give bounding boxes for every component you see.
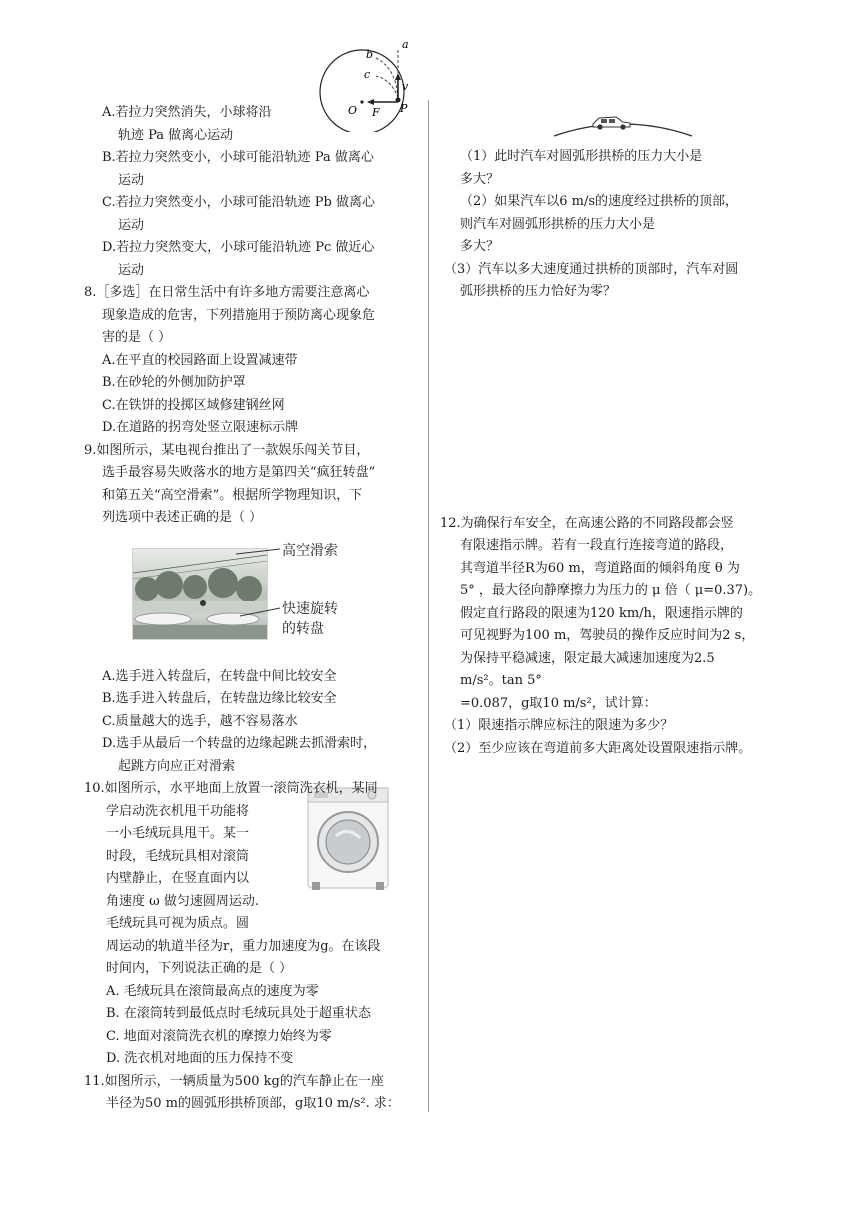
- question-text-line: D. 洗衣机对地面的压力保持不变: [106, 1051, 294, 1066]
- question-text-line: 可见视野为100 m，驾驶员的操作反应时间为2 s，: [460, 628, 755, 643]
- question-text-line: 起跳方向应正对滑索: [118, 758, 236, 774]
- question-text-line: （2）如果汽车以6 m/s的速度经过拱桥的顶部，: [460, 194, 739, 209]
- left-text-block-b: [84, 666, 424, 1116]
- question-text-line: 现象造成的危害，下列措施用于预防离心现象危: [102, 307, 376, 323]
- question-text-line: m/s²。tan 5°: [460, 673, 542, 688]
- question-text-line: A.在平直的校园路面上设置减速带: [102, 352, 298, 368]
- question-text-line: D.若拉力突然变大，小球可能沿轨迹 Pc 做近心: [102, 240, 375, 255]
- label-turntable-2: 的转盘: [282, 621, 324, 637]
- question-text-line: 和第五关“高空滑索”。根据所学物理知识，下: [102, 487, 363, 503]
- question-text-line: 假定直行路段的限速为120 km/h，限速指示牌的: [460, 605, 743, 621]
- figure-spacer: [84, 530, 424, 666]
- question-text-line: B.若拉力突然变小，小球可能沿轨迹 Pa 做离心: [102, 150, 374, 165]
- question-text-line: 毛绒玩具可视为质点。圆: [106, 916, 250, 931]
- question-text-line: 多大？: [460, 171, 500, 187]
- question-text-line: 运动: [118, 172, 145, 188]
- question-text-line: 11.如图所示，一辆质量为500 kg的汽车静止在一座: [84, 1073, 384, 1089]
- question-text-line: 弧形拱桥的压力恰好为零？: [460, 284, 617, 299]
- question-text-line: 角速度 ω 做匀速圆周运动.: [106, 893, 259, 909]
- question-text-line: （2）至少应该在弯道前多大距离处设置限速指示牌。: [444, 740, 752, 756]
- left-text-block-a: [84, 102, 424, 530]
- question-text-line: 运动: [118, 262, 145, 278]
- question-text-line: 内壁静止，在竖直面内以: [106, 871, 250, 886]
- question-text-line: 选手最容易失败落水的地方是第四关“疯狂转盘”: [102, 465, 376, 480]
- question-text-line: B.选手进入转盘后，在转盘边缘比较安全: [102, 691, 337, 706]
- column-divider: [428, 100, 429, 1112]
- question-text-line: 周运动的轨道半径为r，重力加速度为g。在该段: [106, 938, 381, 954]
- question-text-line: =0.087，g取10 m/s²，试计算：: [460, 695, 657, 711]
- question-text-line: 一小毛绒玩具甩干。某一: [106, 826, 250, 841]
- question-text-line: A.选手进入转盘后，在转盘中间比较安全: [102, 668, 337, 684]
- question-text-line: 为保持平稳减速，限定最大减速加速度为2.5: [460, 650, 715, 666]
- trajectory-b: [376, 58, 398, 98]
- question-text-line: 半径为50 m的圆弧形拱桥顶部，g取10 m/s². 求：: [106, 1096, 400, 1111]
- right-text-block-b: [440, 513, 800, 761]
- question-text-line: 害的是（ ）: [102, 330, 172, 345]
- right-text-block-a: [440, 146, 800, 304]
- label-high-slide: 高空滑索: [282, 543, 338, 559]
- question-text-line: B.在砂轮的外侧加防护罩: [102, 375, 246, 390]
- right-spacer: [440, 304, 800, 513]
- label-p: P: [400, 102, 408, 115]
- question-text-line: C.若拉力突然变小，小球可能沿轨迹 Pb 做离心: [102, 195, 375, 210]
- question-text-line: 9.如图所示，某电视台推出了一款娱乐闯关节目，: [84, 442, 370, 458]
- question-text-line: （1）此时汽车对圆弧形拱桥的压力大小是: [460, 149, 703, 164]
- question-text-line: 时间内，下列说法正确的是（ ）: [106, 961, 293, 976]
- car-bridge-figure: [548, 104, 698, 138]
- question-text-line: B. 在滚筒转到最低点时毛绒玩具处于超重状态: [106, 1006, 371, 1021]
- trajectory-c: [376, 76, 398, 98]
- question-text-line: 12.为确保行车安全，在高速公路的不同路段都会竖: [440, 515, 734, 531]
- question-text-line: D.选手从最后一个转盘的边缘起跳去抓滑索时，: [102, 736, 377, 751]
- question-text-line: 列选项中表述正确的是（ ）: [102, 510, 263, 525]
- label-f: F: [372, 106, 380, 119]
- label-turntable-1: 快速旋转: [282, 601, 338, 617]
- label-c: c: [364, 68, 371, 81]
- car-icon: [593, 117, 630, 130]
- question-text-line: 10.如图所示，水平地面上放置一滚筒洗衣机，某同: [84, 781, 378, 796]
- question-text-line: C.质量越大的选手，越不容易落水: [102, 713, 298, 729]
- label-v: v: [402, 80, 409, 93]
- question-text-line: 轨迹 Pa 做离心运动: [118, 127, 234, 143]
- left-column: [84, 102, 424, 1116]
- question-text-line: A.若拉力突然消失，小球将沿: [102, 105, 272, 120]
- question-text-line: 其弯道半径R为60 m，弯道路面的倾斜角度 θ 为: [460, 560, 740, 576]
- question-text-line: 多大？: [460, 239, 500, 254]
- question-text-line: 有限速指示牌。若有一段直行连接弯道的路段，: [460, 538, 734, 553]
- label-b: b: [366, 48, 374, 61]
- question-text-line: D.在道路的拐弯处竖立限速标示牌: [102, 420, 299, 435]
- label-o: O: [348, 104, 358, 117]
- question-text-line: A. 毛绒玩具在滚筒最高点的速度为零: [106, 983, 319, 999]
- question-text-line: 学启动洗衣机甩干功能将: [106, 803, 250, 819]
- question-text-line: 时段，毛绒玩具相对滚筒: [106, 848, 250, 864]
- question-text-line: C.在铁饼的投掷区域修建钢丝网: [102, 397, 285, 413]
- right-column: [440, 146, 800, 760]
- question-text-line: 则汽车对圆弧形拱桥的压力大小是: [460, 216, 656, 232]
- label-a: a: [402, 38, 409, 51]
- question-text-line: （1）限速指示牌应标注的限速为多少？: [444, 718, 674, 733]
- question-text-line: C. 地面对滚筒洗衣机的摩擦力始终为零: [106, 1028, 332, 1044]
- question-text-line: 5° ，最大径向静摩擦力为压力的 μ 倍（ μ=0.37)。: [460, 583, 762, 598]
- question-text-line: （3）汽车以多大速度通过拱桥的顶部时，汽车对圆: [444, 261, 739, 277]
- question-text-line: 运动: [118, 217, 145, 233]
- question-text-line: 8.［多选］在日常生活中有许多地方需要注意离心: [84, 285, 370, 300]
